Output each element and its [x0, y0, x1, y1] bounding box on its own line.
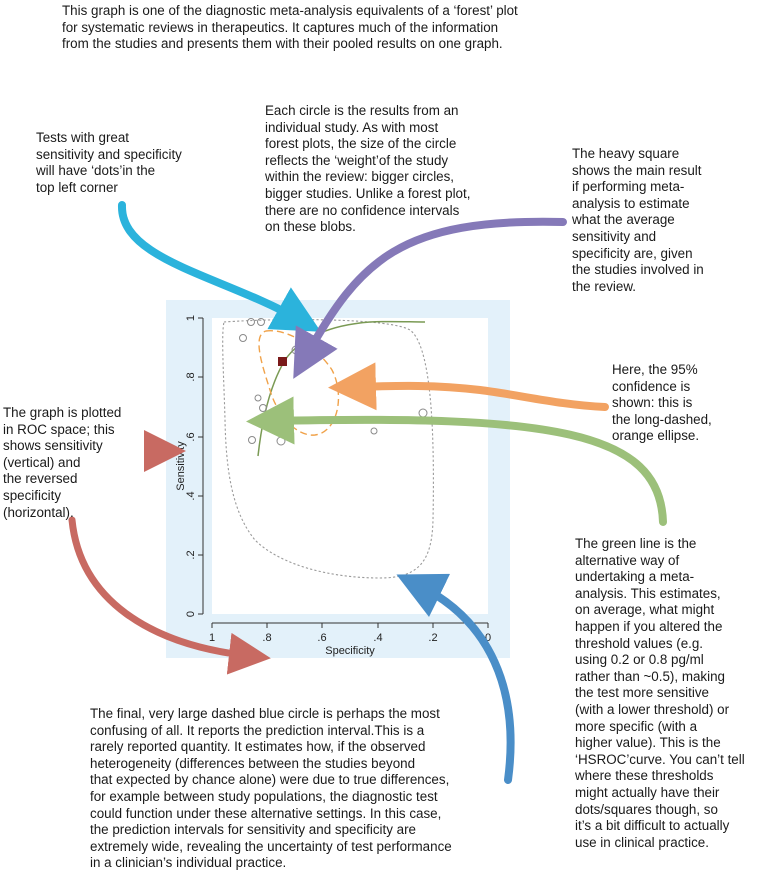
y-tick-label: .4	[185, 491, 197, 501]
x-tick-label: .4	[373, 632, 383, 644]
x-tick-label: .8	[262, 632, 272, 644]
annotation-confidence: Here, the 95% confidence is shown: this is the long-dashed, orange ellipse.	[612, 362, 712, 444]
annotation-prediction: The final, very large dashed blue circle is perhaps the most confusing of all. It reports the prediction interval.This is a rarely reported quantity. It estimates how, if the observed heterogeneity (differences between the studies beyond that expected by chance alone) were due to true differences, for example between study populations, the diagnostic test could function under these alternative settings. In this case, the prediction intervals for sensitivity and specificity are extremely wide, revealing the uncertainty of test performance in a clinician’s individual practice.	[90, 706, 452, 871]
annotation-green-line: The green line is the alternative way of undertaking a meta- analysis. This estimates, on average, what might happen if you altered the threshold values (e.g. using 0.2 or 0.8 pg/ml rather than ~0.5), making the test more sensitive (with a lower threshold) or more specific (with a higher value). This is the ‘HSROC’curve. You can’t tell where these thresholds might actually have their dots/squares though, so it’s a bit difficult to actually use in clinical practice.	[575, 536, 745, 850]
annotation-square: The heavy square shows the main result if performing meta- analysis to estimate what the average sensitivity and specificity are, given the studies involved in the review.	[572, 146, 704, 294]
y-tick-label: .6	[185, 432, 197, 442]
y-axis-label: Sensitivity	[175, 441, 187, 491]
y-tick-label: .2	[185, 550, 197, 560]
y-tick-label: 0	[185, 610, 197, 618]
x-tick-label: 0	[484, 632, 492, 644]
annotation-top-left: Tests with great sensitivity and specificity will have ‘dots’in the top left corner	[36, 130, 182, 195]
annotation-circles: Each circle is the results from an individual study. As with most forest plots, the size of the circle reflects the ‘weight’of the study within the review: bigger circles, bigger studies. Unlike a forest plot, there are no confidence intervals on these blobs.	[265, 103, 471, 235]
annotation-roc-space: The graph is plotted in ROC space; this shows sensitivity (vertical) and the reversed specificity (horizontal).	[3, 405, 122, 520]
x-tick-label: .2	[428, 632, 438, 644]
x-tick-label: 1	[208, 632, 216, 644]
plot-area	[212, 318, 488, 614]
intro-text: This graph is one of the diagnostic meta-analysis equivalents of a ‘forest’ plot for systematic reviews in therapeutics. It captures much of the information from the studies and presents them with their pooled results on one graph.	[62, 3, 518, 52]
x-axis-label: Specificity	[325, 645, 375, 657]
y-tick-label: 1	[185, 314, 197, 322]
summary-point-square	[278, 357, 287, 366]
x-tick-label: .6	[317, 632, 327, 644]
y-tick-label: .8	[185, 372, 197, 382]
